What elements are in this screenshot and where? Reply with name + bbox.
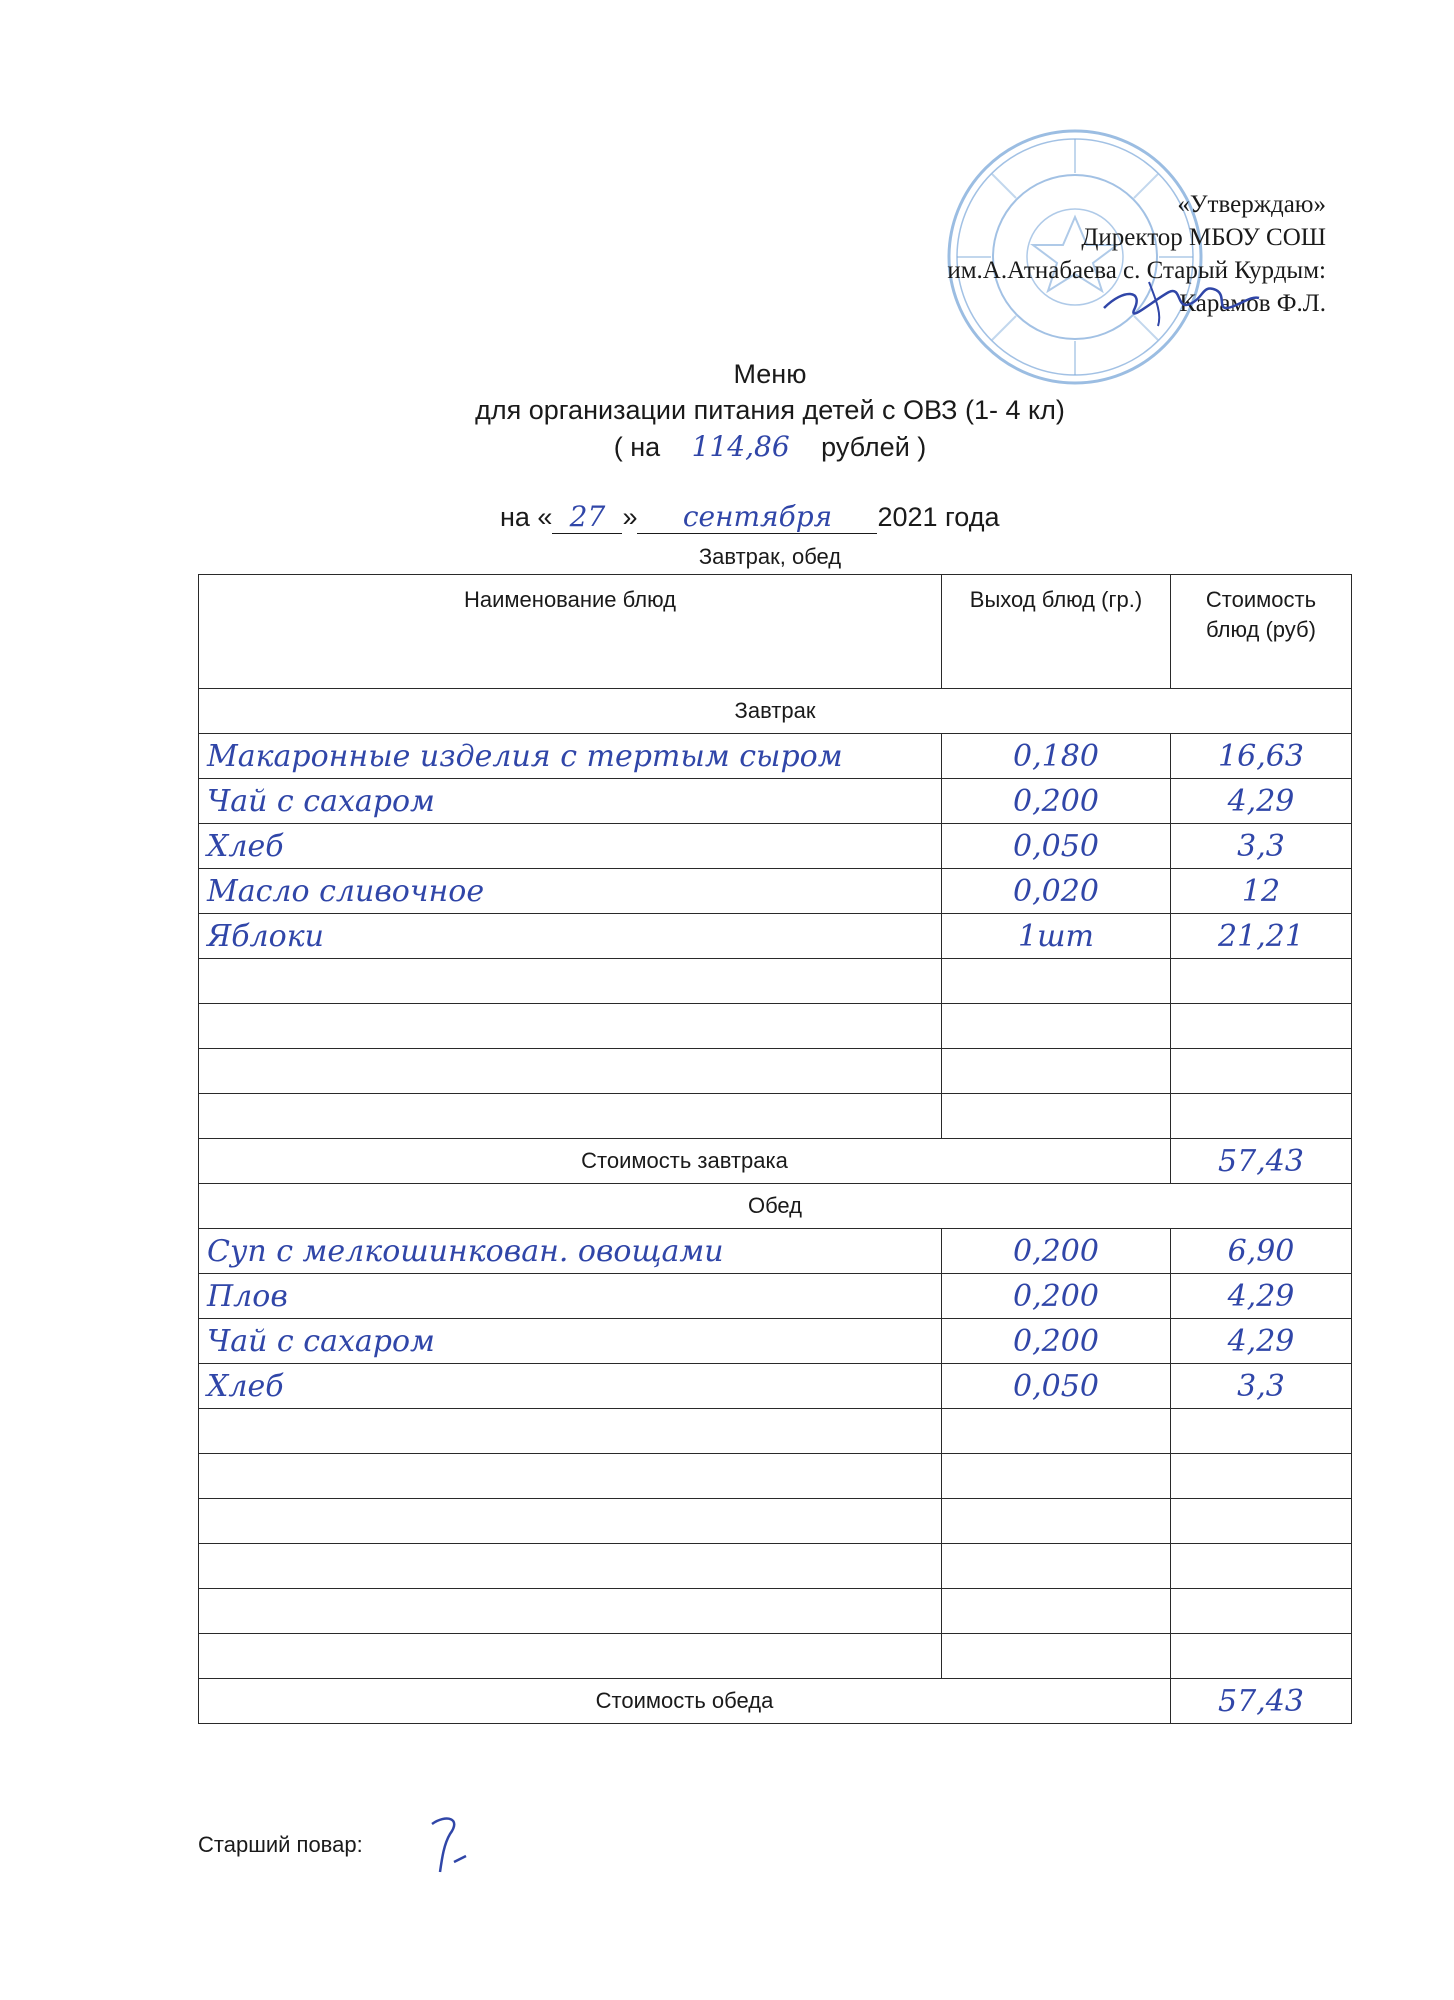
header-yield: Выход блюд (гр.) — [941, 575, 1170, 689]
dish-name — [199, 1634, 942, 1679]
empty-row — [199, 1499, 1352, 1544]
dish-name — [199, 1049, 942, 1094]
director-signature — [1094, 270, 1264, 330]
lunch-total-row — [199, 1679, 1352, 1724]
dish-yield — [941, 1004, 1170, 1049]
date-month: сентября — [637, 500, 877, 534]
dish-row — [199, 1274, 1352, 1319]
dish-yield: 1шт — [941, 914, 1170, 959]
dish-cost: 4,29 — [1170, 1274, 1351, 1319]
cost-value: 114,86 — [691, 430, 790, 463]
dish-name: Плов — [199, 1274, 942, 1319]
dish-yield — [941, 1634, 1170, 1679]
director-name: Карамов Ф.Л. — [1179, 290, 1326, 317]
dish-yield: 0,200 — [941, 779, 1170, 824]
dish-name — [199, 1454, 942, 1499]
menu-date — [500, 500, 1100, 534]
dish-yield: 0,200 — [941, 1229, 1170, 1274]
menu-cost-line — [0, 430, 1454, 464]
header-cost: Стоимость блюд (руб) — [1170, 575, 1351, 689]
dish-yield — [941, 1499, 1170, 1544]
dish-cost — [1170, 959, 1351, 1004]
dish-yield: 0,200 — [941, 1319, 1170, 1364]
dish-name: Чай с сахаром — [199, 1319, 942, 1364]
date-day: 27 — [552, 500, 622, 534]
empty-row — [199, 1589, 1352, 1634]
empty-row — [199, 1004, 1352, 1049]
dish-row — [199, 914, 1352, 959]
dish-row — [199, 869, 1352, 914]
menu-title: Меню — [733, 359, 807, 389]
dish-cost: 3,3 — [1170, 824, 1351, 869]
dish-row — [199, 734, 1352, 779]
breakfast-total-label: Стоимость завтрака — [199, 1139, 1171, 1184]
header-dish-name: Наименование блюд — [199, 575, 942, 689]
approval-heading: «Утверждаю» — [1177, 191, 1326, 218]
dish-name — [199, 1589, 942, 1634]
dish-name: Чай с сахаром — [199, 779, 942, 824]
dish-yield: 0,020 — [941, 869, 1170, 914]
dish-yield — [941, 1094, 1170, 1139]
dish-name — [199, 1004, 942, 1049]
dish-yield — [941, 1589, 1170, 1634]
dish-yield: 0,200 — [941, 1274, 1170, 1319]
lunch-total-label: Стоимость обеда — [199, 1679, 1171, 1724]
senior-cook-label: Старший повар: — [198, 1832, 363, 1857]
dish-yield: 0,180 — [941, 734, 1170, 779]
dish-cost: 3,3 — [1170, 1364, 1351, 1409]
menu-subtitle: для организации питания детей с ОВЗ (1- 4 кл) — [475, 395, 1065, 425]
empty-row — [199, 1094, 1352, 1139]
dish-name: Хлеб — [199, 824, 942, 869]
empty-row — [199, 1409, 1352, 1454]
dish-row — [199, 1319, 1352, 1364]
dish-row — [199, 1364, 1352, 1409]
cost-prefix: ( на — [613, 432, 661, 462]
dish-row — [199, 1229, 1352, 1274]
dish-row — [199, 779, 1352, 824]
dish-yield — [941, 959, 1170, 1004]
dish-cost — [1170, 1049, 1351, 1094]
dish-cost: 4,29 — [1170, 779, 1351, 824]
dish-cost — [1170, 1454, 1351, 1499]
dish-name: Хлеб — [199, 1364, 942, 1409]
dish-cost: 6,90 — [1170, 1229, 1351, 1274]
dish-cost — [1170, 1499, 1351, 1544]
breakfast-section-row — [199, 689, 1352, 734]
table-header-row — [199, 575, 1352, 689]
cook-signature — [420, 1810, 480, 1880]
empty-row — [199, 959, 1352, 1004]
dish-cost: 21,21 — [1170, 914, 1351, 959]
dish-cost — [1170, 1544, 1351, 1589]
dish-yield — [941, 1454, 1170, 1499]
dish-cost — [1170, 1094, 1351, 1139]
dish-row — [199, 824, 1352, 869]
dish-name — [199, 959, 942, 1004]
lunch-section-row — [199, 1184, 1352, 1229]
lunch-rows — [199, 1229, 1352, 1679]
dish-cost — [1170, 1409, 1351, 1454]
dish-yield — [941, 1544, 1170, 1589]
date-prefix: на « — [500, 502, 553, 532]
menu-table — [198, 574, 1352, 1724]
dish-yield — [941, 1049, 1170, 1094]
dish-name — [199, 1544, 942, 1589]
dish-cost — [1170, 1634, 1351, 1679]
breakfast-total-value: 57,43 — [1170, 1139, 1351, 1184]
empty-row — [199, 1454, 1352, 1499]
breakfast-total-row — [199, 1139, 1352, 1184]
dish-name: Масло сливочное — [199, 869, 942, 914]
breakfast-label: Завтрак — [199, 689, 1352, 734]
cost-suffix: рублей ) — [821, 432, 927, 462]
approval-position: Директор МБОУ СОШ — [1081, 224, 1326, 251]
empty-row — [199, 1544, 1352, 1589]
dish-cost: 16,63 — [1170, 734, 1351, 779]
dish-name: Яблоки — [199, 914, 942, 959]
breakfast-rows — [199, 734, 1352, 1139]
date-mid: » — [622, 502, 638, 532]
dish-yield — [941, 1409, 1170, 1454]
dish-name — [199, 1094, 942, 1139]
dish-cost: 4,29 — [1170, 1319, 1351, 1364]
dish-yield: 0,050 — [941, 824, 1170, 869]
dish-name — [199, 1499, 942, 1544]
dish-name — [199, 1409, 942, 1454]
meals-caption: Завтрак, обед — [698, 544, 842, 569]
lunch-total-value: 57,43 — [1170, 1679, 1351, 1724]
dish-cost — [1170, 1589, 1351, 1634]
dish-cost: 12 — [1170, 869, 1351, 914]
dish-name: Суп с мелкошинкован. овощами — [199, 1229, 942, 1274]
empty-row — [199, 1049, 1352, 1094]
lunch-label: Обед — [199, 1184, 1352, 1229]
empty-row — [199, 1634, 1352, 1679]
date-suffix: 2021 года — [877, 502, 1000, 532]
approval-school: им.А.Атнабаева с. Старый Курдым: — [947, 257, 1326, 284]
dish-yield: 0,050 — [941, 1364, 1170, 1409]
dish-cost — [1170, 1004, 1351, 1049]
dish-name: Макаронные изделия с тертым сыром — [199, 734, 942, 779]
